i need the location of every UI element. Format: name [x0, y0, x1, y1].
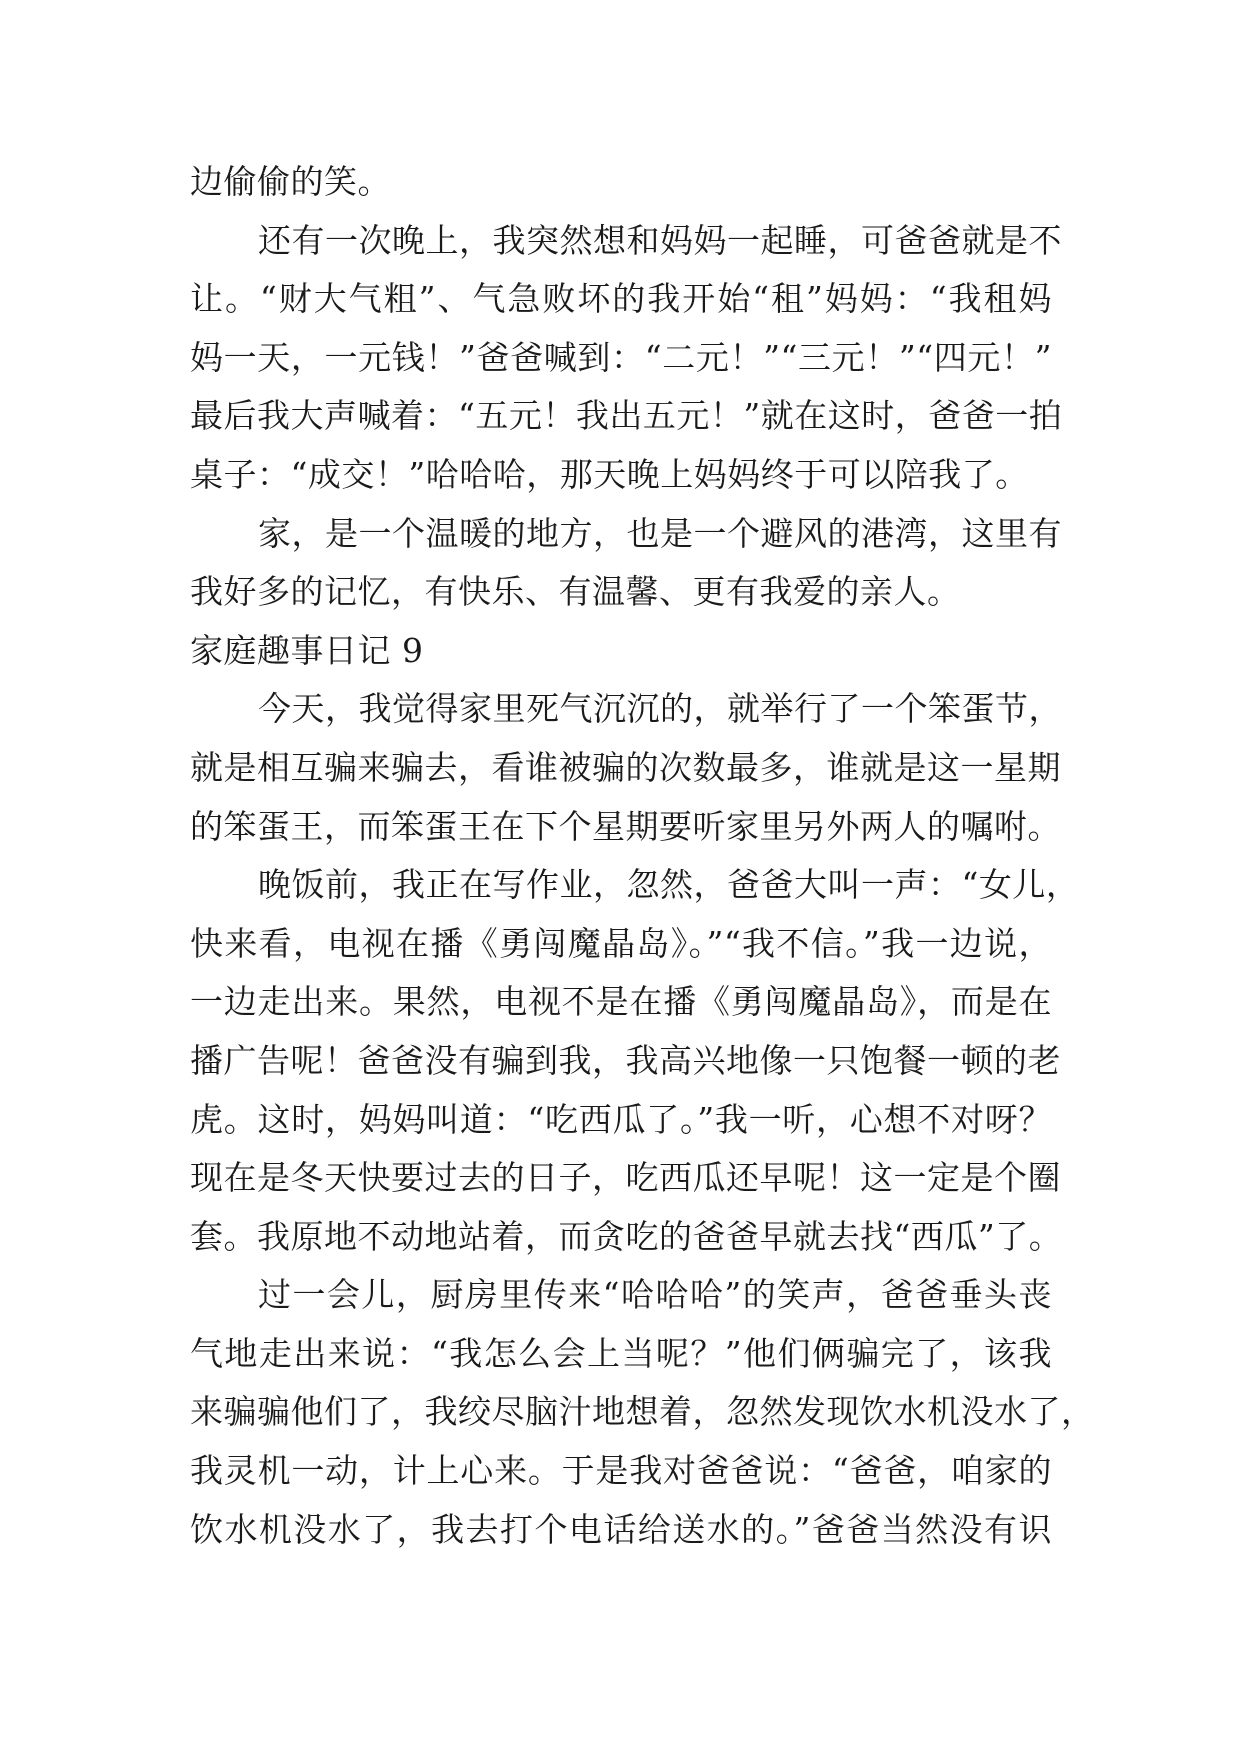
text-line: 播广告呢！爸爸没有骗到我，我高兴地像一只饱餐一顿的老	[190, 1040, 1061, 1080]
text-line: 饮水机没水了，我去打个电话给送水的。”爸爸当然没有识	[190, 1509, 1052, 1549]
text-line: 一边走出来。果然，电视不是在播《勇闯魔晶岛》，而是在	[190, 982, 1052, 1022]
text-line: 现在是冬天快要过去的日子，吃西瓜还早呢！这一定是个圈	[190, 1158, 1061, 1198]
text-line: 妈一天，一元钱！”爸爸喊到：“二元！”“三元！”“四元！”	[190, 337, 1052, 377]
text-line: 虎。这时，妈妈叫道：“吃西瓜了。”我一听，心想不对呀？	[190, 1099, 1052, 1139]
text-line: 来骗骗他们了，我绞尽脑汁地想着，忽然发现饮水机没水了，	[190, 1392, 1095, 1432]
text-line: 桌子：“成交！”哈哈哈，那天晚上妈妈终于可以陪我了。	[190, 454, 1029, 494]
paragraph-first-line: 今天，我觉得家里死气沉沉的，就举行了一个笨蛋节，	[258, 689, 1062, 729]
text-line: 的笨蛋王，而笨蛋王在下个星期要听家里另外两人的嘱咐。	[190, 806, 1061, 846]
text-line: 气地走出来说：“我怎么会上当呢？”他们俩骗完了，该我	[190, 1333, 1052, 1373]
text-line: 套。我原地不动地站着，而贪吃的爸爸早就去找“西瓜”了。	[190, 1216, 1063, 1256]
text-line: 快来看，电视在播《勇闯魔晶岛》。”“我不信。”我一边说，	[190, 923, 1052, 963]
text-line: 我灵机一动，计上心来。于是我对爸爸说：“爸爸，咱家的	[190, 1451, 1052, 1491]
paragraph-first-line: 晚饭前，我正在写作业，忽然，爸爸大叫一声：“女儿，	[258, 865, 1080, 905]
text-line: 让。“财大气粗”、气急败坏的我开始“租”妈妈：“我租妈	[190, 279, 1052, 319]
text-line: 就是相互骗来骗去，看谁被骗的次数最多，谁就是这一星期	[190, 747, 1061, 787]
body-text	[190, 153, 1095, 1559]
text-line: 我好多的记忆，有快乐、有温馨、更有我爱的亲人。	[190, 572, 961, 612]
section-heading: 家庭趣事日记 9	[190, 630, 424, 670]
paragraph-first-line: 过一会儿，厨房里传来“哈哈哈”的笑声，爸爸垂头丧	[258, 1275, 1052, 1315]
paragraph-first-line: 还有一次晚上，我突然想和妈妈一起睡，可爸爸就是不	[258, 220, 1062, 260]
text-line: 边偷偷的笑。	[190, 162, 391, 201]
text-line: 最后我大声喊着：“五元！我出五元！”就在这时，爸爸一拍	[190, 396, 1063, 436]
paragraph-first-line: 家，是一个温暖的地方，也是一个避风的港湾，这里有	[258, 513, 1062, 553]
